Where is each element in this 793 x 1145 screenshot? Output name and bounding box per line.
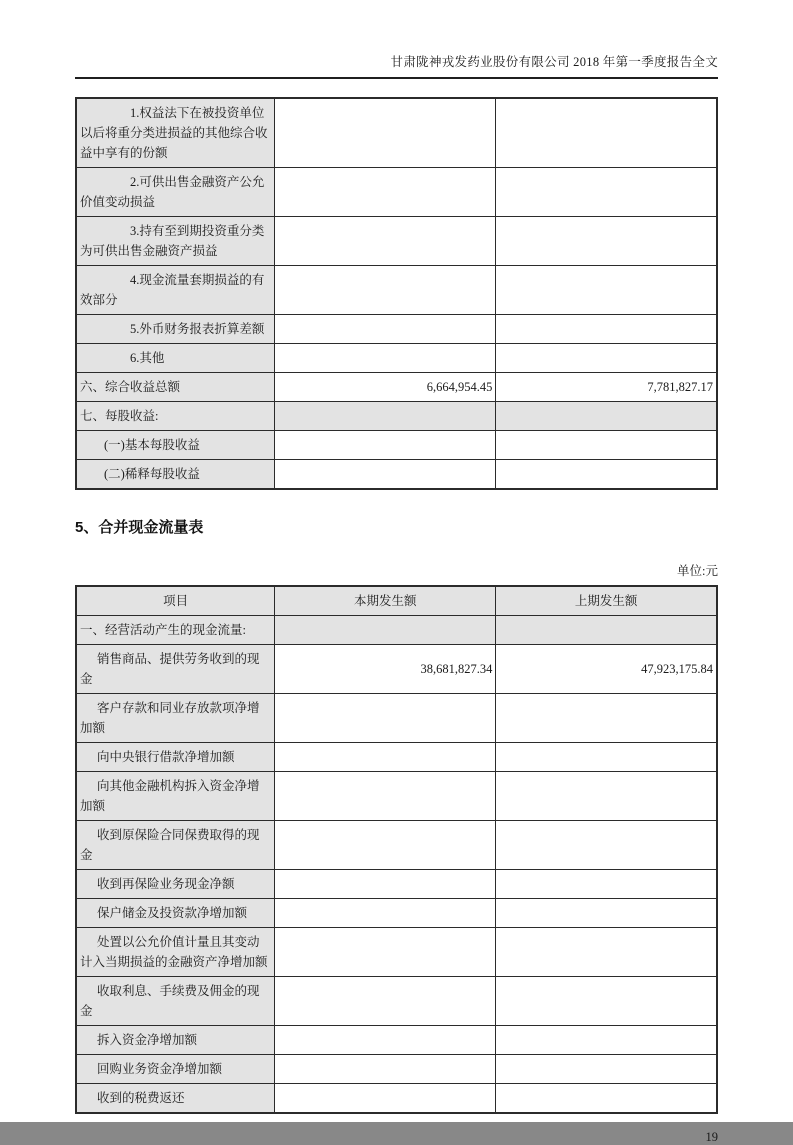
column-header-prior-period: 上期发生额 — [496, 586, 717, 616]
cashflow-table — [75, 585, 718, 1114]
current-period-value — [275, 402, 496, 431]
current-period-value — [275, 928, 496, 977]
table-row — [76, 1026, 717, 1055]
row-label: 收到再保险业务现金净额 — [76, 870, 275, 899]
table-row-total-comprehensive-income — [76, 373, 717, 402]
current-period-value — [275, 694, 496, 743]
table-row — [76, 168, 717, 217]
current-period-value — [275, 315, 496, 344]
table-row — [76, 694, 717, 743]
prior-period-value — [496, 168, 717, 217]
table-row — [76, 821, 717, 870]
row-label: 销售商品、提供劳务收到的现金 — [76, 645, 275, 694]
current-period-value: 6,664,954.45 — [275, 373, 496, 402]
current-period-value — [275, 899, 496, 928]
prior-period-value — [496, 1026, 717, 1055]
table-row — [76, 315, 717, 344]
prior-period-value — [496, 928, 717, 977]
document-header-title: 甘肃陇神戎发药业股份有限公司 2018 年第一季度报告全文 — [390, 55, 718, 69]
row-label: 3.持有至到期投资重分类为可供出售金融资产损益 — [76, 217, 275, 266]
prior-period-value: 47,923,175.84 — [496, 645, 717, 694]
current-period-value — [275, 168, 496, 217]
prior-period-value — [496, 694, 717, 743]
row-label: 客户存款和同业存放款项净增加额 — [76, 694, 275, 743]
row-label: 向中央银行借款净增加额 — [76, 743, 275, 772]
row-label: 向其他金融机构拆入资金净增加额 — [76, 772, 275, 821]
prior-period-value — [496, 98, 717, 168]
current-period-value — [275, 1026, 496, 1055]
table-row — [76, 217, 717, 266]
table-row — [76, 772, 717, 821]
current-period-value — [275, 821, 496, 870]
table-row — [76, 431, 717, 460]
prior-period-value — [496, 1055, 717, 1084]
current-period-value — [275, 217, 496, 266]
comprehensive-income-table — [75, 97, 718, 490]
table-row — [76, 977, 717, 1026]
row-label: 六、综合收益总额 — [76, 373, 275, 402]
unit-label: 单位:元 — [677, 564, 718, 578]
row-label: 回购业务资金净增加额 — [76, 1055, 275, 1084]
row-label: (二)稀释每股收益 — [76, 460, 275, 490]
row-label: 一、经营活动产生的现金流量: — [76, 616, 275, 645]
row-label: 七、每股收益: — [76, 402, 275, 431]
row-label: 6.其他 — [76, 344, 275, 373]
current-period-value — [275, 772, 496, 821]
table-row-section — [76, 616, 717, 645]
prior-period-value — [496, 217, 717, 266]
table-row-section — [76, 402, 717, 431]
prior-period-value — [496, 315, 717, 344]
row-label: 拆入资金净增加额 — [76, 1026, 275, 1055]
current-period-value — [275, 1055, 496, 1084]
row-label: 收取利息、手续费及佣金的现金 — [76, 977, 275, 1026]
table-row — [76, 899, 717, 928]
current-period-value — [275, 977, 496, 1026]
table-row — [76, 1055, 717, 1084]
current-period-value — [275, 1084, 496, 1114]
table-row — [76, 344, 717, 373]
table-row — [76, 928, 717, 977]
prior-period-value — [496, 870, 717, 899]
row-label: 5.外币财务报表折算差额 — [76, 315, 275, 344]
row-label: 收到原保险合同保费取得的现金 — [76, 821, 275, 870]
page-number: 19 — [705, 1130, 718, 1144]
table-row — [76, 870, 717, 899]
table-header-row — [76, 586, 717, 616]
column-header-current-period: 本期发生额 — [275, 586, 496, 616]
current-period-value — [275, 431, 496, 460]
current-period-value: 38,681,827.34 — [275, 645, 496, 694]
row-label: 2.可供出售金融资产公允价值变动损益 — [76, 168, 275, 217]
current-period-value — [275, 743, 496, 772]
prior-period-value — [496, 344, 717, 373]
table-row — [76, 743, 717, 772]
table-row — [76, 1084, 717, 1114]
row-label: (一)基本每股收益 — [76, 431, 275, 460]
page-content — [75, 0, 718, 1145]
table-row — [76, 460, 717, 490]
current-period-value — [275, 460, 496, 490]
column-header-item: 项目 — [76, 586, 275, 616]
prior-period-value — [496, 821, 717, 870]
current-period-value — [275, 344, 496, 373]
table-row — [76, 266, 717, 315]
row-label: 1.权益法下在被投资单位以后将重分类进损益的其他综合收益中享有的份额 — [76, 98, 275, 168]
prior-period-value — [496, 616, 717, 645]
table-row — [76, 98, 717, 168]
prior-period-value — [496, 977, 717, 1026]
current-period-value — [275, 870, 496, 899]
row-label: 保户储金及投资款净增加额 — [76, 899, 275, 928]
row-label: 处置以公允价值计量且其变动计入当期损益的金融资产净增加额 — [76, 928, 275, 977]
prior-period-value — [496, 743, 717, 772]
row-label: 收到的税费返还 — [76, 1084, 275, 1114]
prior-period-value — [496, 899, 717, 928]
section-title: 5、合并现金流量表 — [75, 519, 204, 536]
current-period-value — [275, 98, 496, 168]
prior-period-value — [496, 460, 717, 490]
prior-period-value — [496, 772, 717, 821]
row-label: 4.现金流量套期损益的有效部分 — [76, 266, 275, 315]
current-period-value — [275, 616, 496, 645]
prior-period-value — [496, 402, 717, 431]
prior-period-value — [496, 1084, 717, 1114]
current-period-value — [275, 266, 496, 315]
table-row — [76, 645, 717, 694]
prior-period-value — [496, 431, 717, 460]
prior-period-value: 7,781,827.17 — [496, 373, 717, 402]
prior-period-value — [496, 266, 717, 315]
document-header — [75, 0, 718, 79]
